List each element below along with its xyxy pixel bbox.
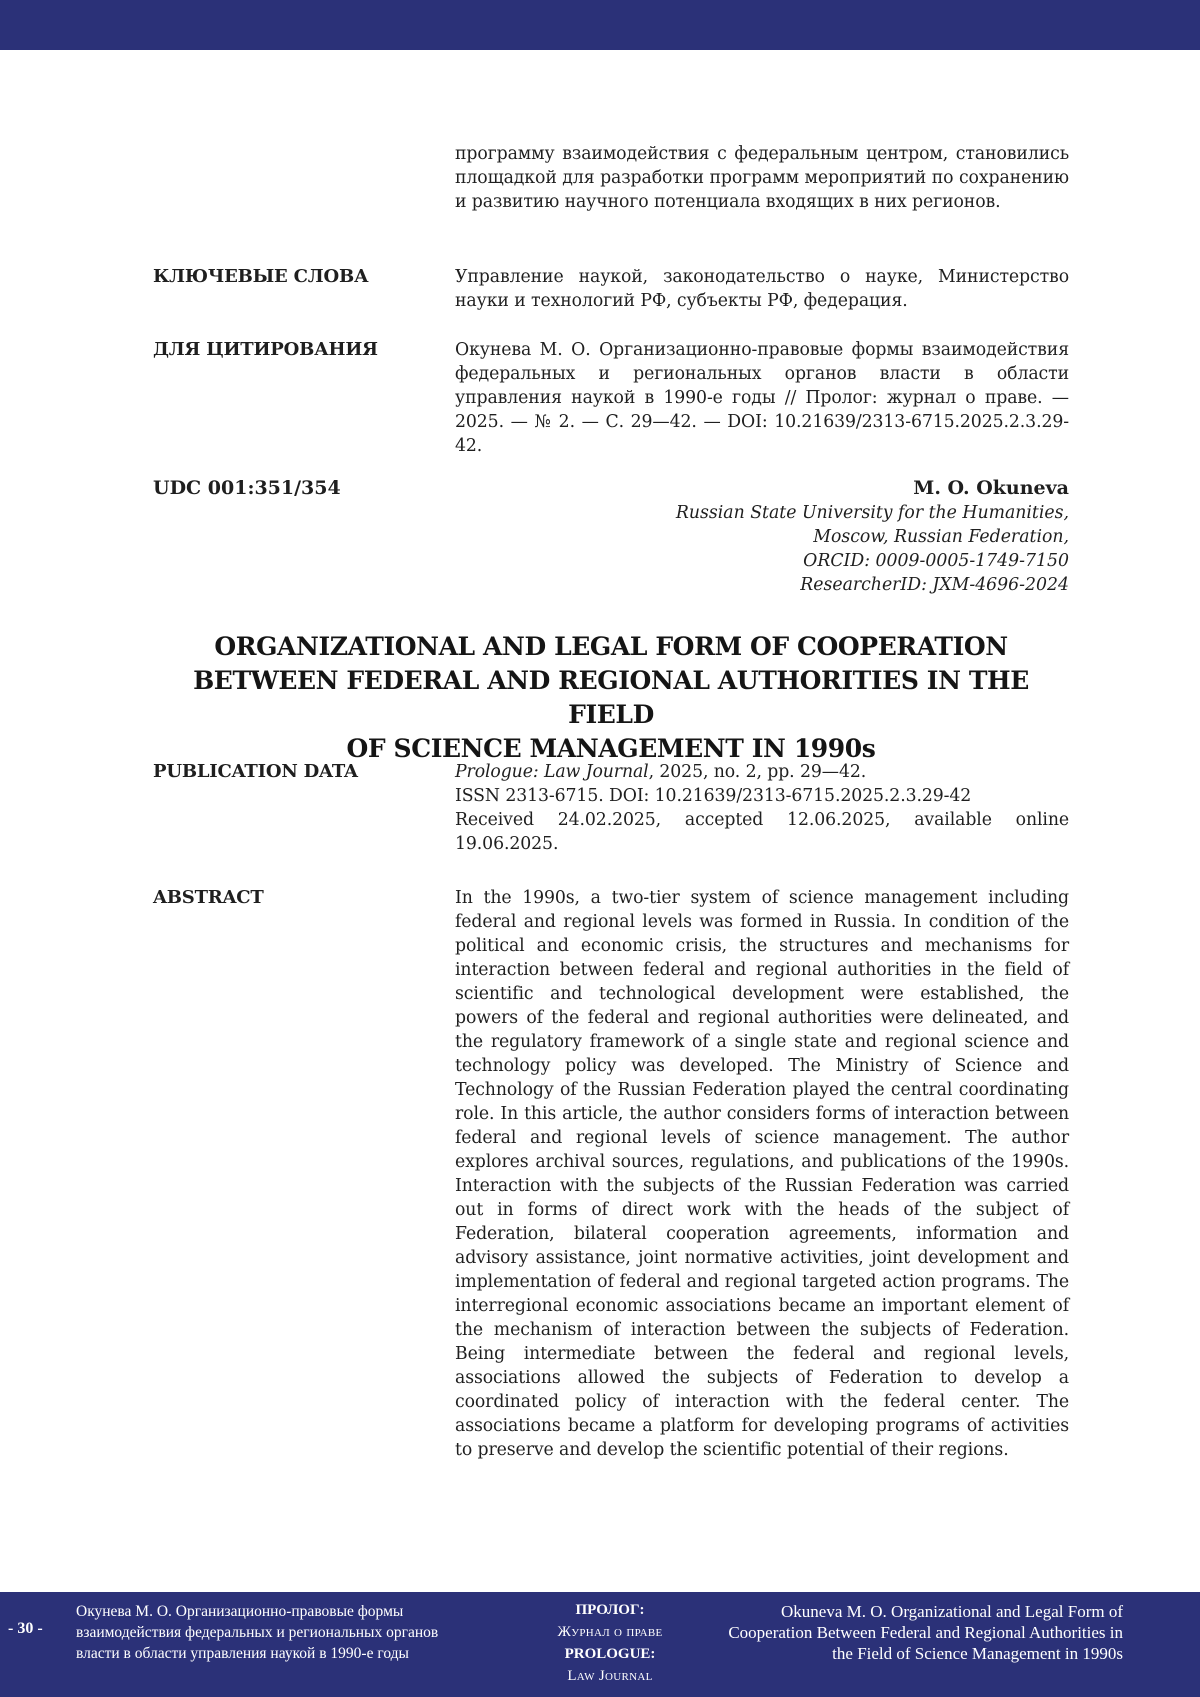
footer-journal xyxy=(520,1599,700,1687)
footer-band xyxy=(0,1592,1200,1697)
author-affiliation: Russian State University for the Humanities, xyxy=(675,503,1069,523)
journal-ru-title: ПРОЛОГ: xyxy=(575,1602,645,1618)
journal-en-subtitle: Law Journal xyxy=(567,1668,653,1684)
author-researcher-id: ResearcherID: JXM-4696-2024 xyxy=(800,575,1069,595)
publication-dates: Received 24.02.2025, accepted 12.06.2025, available online 19.06.2025. xyxy=(455,810,1069,854)
author-location: Moscow, Russian Federation, xyxy=(813,527,1069,547)
journal-ru-subtitle: Журнал о праве xyxy=(557,1624,663,1640)
author-name: M. O. Okuneva xyxy=(913,477,1069,499)
abstract-text: In the 1990s, a two-tier system of science management including federal and regional levels was formed in Russia. In condition of the political and economic crisis, the structures and mechanisms for interaction between federal and regional authorities in the field of scientific and technological development were established, the powers of the federal and regional authorities were delineated, and the regulatory framework of a single state and regional science and technology policy was developed. The Ministry of Science and Technology of the Russian Federation played the central coordinating role. In this article, the author considers forms of interaction between federal and regional levels of science management. The author explores archival sources, regulations, and publications of the 1990s. Interaction with the subjects of the Russian Federation was carried out in forms of direct work with the heads of the subject of Federation, bilateral cooperation agreements, information and advisory assistance, joint normative activities, joint development and implementation of federal and regional targeted action programs. The interregional economic associations became an important element of the mechanism of interaction between the subjects of Federation. Being intermediate between the federal and regional levels, associations allowed the subjects of Federation to develop a coordinated policy of interaction with the federal center. The associations became a platform for developing programs of activities to preserve and develop the scientific potential of their regions. xyxy=(455,888,1069,1460)
abstract-label: ABSTRACT xyxy=(153,887,264,908)
author-orcid: ORCID: 0009-0005-1749-7150 xyxy=(803,551,1069,571)
issn-doi: ISSN 2313-6715. DOI: 10.21639/2313-6715.2025.2.3.29-42 xyxy=(455,786,972,806)
footer-citation-en: Okuneva M. O. Organizational and Legal Form of Cooperation Between Federal and Regional Authorities in the Field of Science Management in 1990s xyxy=(728,1602,1123,1663)
journal-name: Prologue: Law Journal xyxy=(455,762,649,782)
page-number: - 30 - xyxy=(8,1620,43,1637)
author-block xyxy=(469,475,1069,597)
citation-text: Окунева М. О. Организационно-правовые формы взаимодействия федеральных и региональных органов власти в области управления наукой в 1990-е годы // Пролог: журнал о праве. — 2025. — № 2. — С. 29—42. — DOI: 10.21639/2313-6715.2025.2.3.29-42. xyxy=(455,340,1069,456)
footer-citation-ru: Окунева М. О. Организационно-правовые формы взаимодействия федеральных и региональных органов власти в области управления наукой в 1990-е годы xyxy=(76,1603,439,1662)
journal-en-title: PROLOGUE: xyxy=(564,1646,656,1662)
keywords-label: КЛЮЧЕВЫЕ СЛОВА xyxy=(153,266,369,287)
citation-label: ДЛЯ ЦИТИРОВАНИЯ xyxy=(153,339,378,360)
title-line-3: OF SCIENCE MANAGEMENT IN 1990s xyxy=(346,734,876,763)
journal-issue: , 2025, no. 2, pp. 29—42. xyxy=(648,762,867,782)
title-line-2: BETWEEN FEDERAL AND REGIONAL AUTHORITIES IN THE FIELD xyxy=(193,666,1029,729)
keywords-text: Управление наукой, законодательство о науке, Министерство науки и технологий РФ, субъекты РФ, федерация. xyxy=(455,267,1069,311)
abstract-ru-text: программу взаимодействия с федеральным центром, становились площадкой для разработки программ мероприятий по сохранению и развитию научного потенциала входящих в них регионов. xyxy=(455,144,1069,212)
header-band xyxy=(0,0,1200,50)
publication-text xyxy=(455,760,1069,856)
article-title xyxy=(153,630,1069,766)
udc-code: UDC 001:351/354 xyxy=(153,477,341,499)
title-line-1: ORGANIZATIONAL AND LEGAL FORM OF COOPERATION xyxy=(214,632,1008,661)
publication-label: PUBLICATION DATA xyxy=(153,761,358,782)
